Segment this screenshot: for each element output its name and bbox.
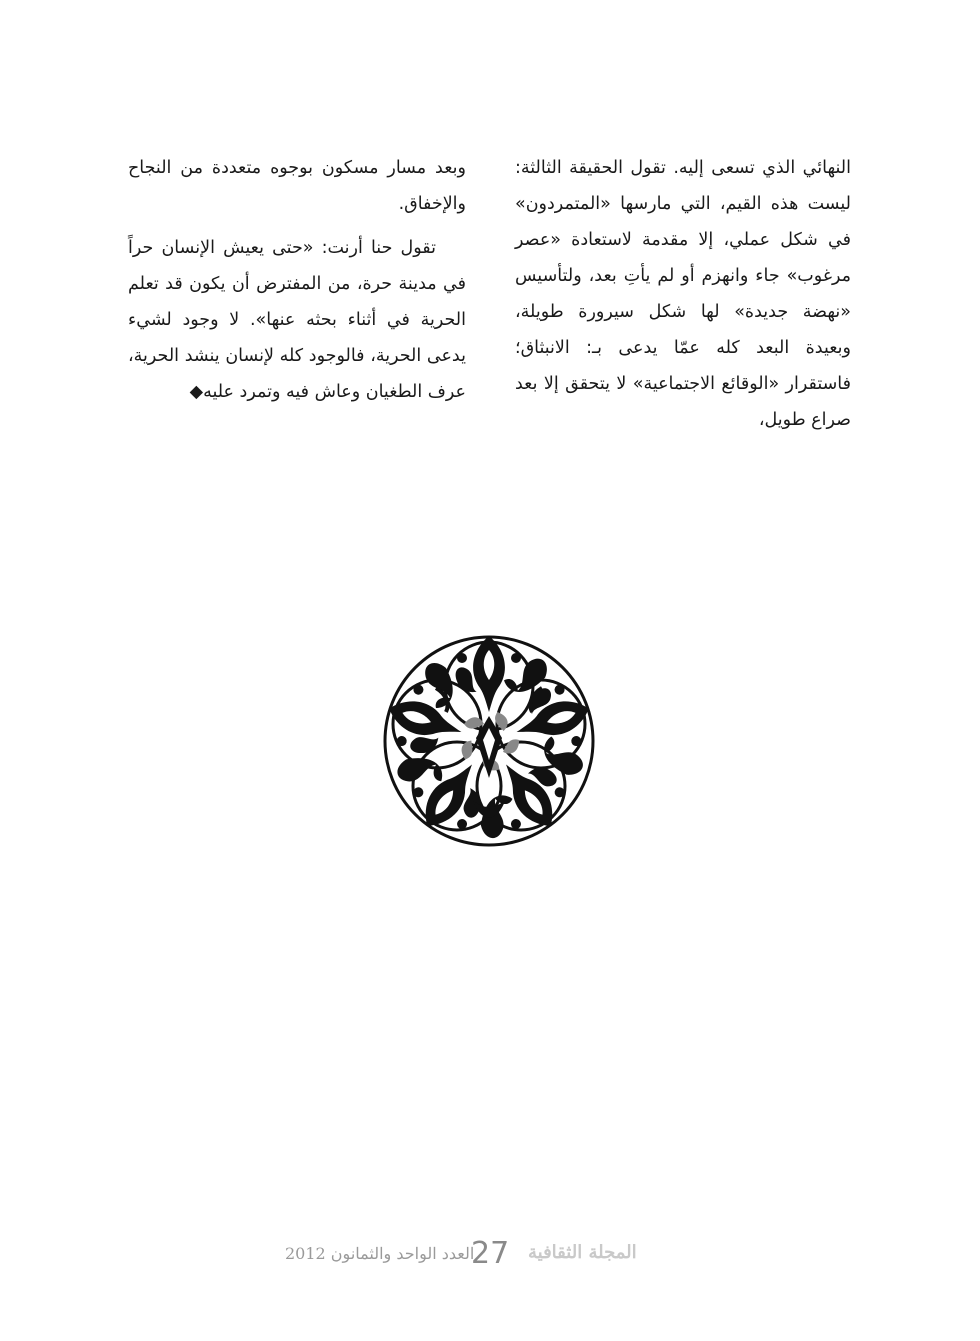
page-number: 27 [471,1236,510,1271]
issue-label: العدد الواحد والثمانون 2012 [285,1244,475,1263]
magazine-name: المجلة الثقافية [528,1242,637,1263]
article-column-right [515,150,851,438]
arabesque-ornament-icon [376,628,602,854]
article-column-left [128,150,466,410]
paragraph-text: وبعد مسار مسكون بوجوه متعددة من النجاح والإخفاق. [128,158,466,214]
paragraph-text: النهائي الذي تسعى إليه. تقول الحقيقة الثالثة: ليست هذه القيم، التي مارسها «المتمردون» في شكل عملي، إلا مقدمة لاستعادة «عصر مرغوب» جاء وانهزم أو لم يأتِ بعد، ولتأسيس «نهضة جديدة» لها شكل سيرورة طويلة، وبعيدة البعد كله عمّا يدعى بـ: الانبثاق؛ فاستقرار «الوقائع الاجتماعية» لا يتحقق إلا بعد صراع طويل، [515,158,851,430]
page-footer [0,1236,980,1276]
paragraph-text: تقول حنا أرنت: «حتى يعيش الإنسان حراً في مدينة حرة، من المفترض أن يكون قد تعلم الحرية في أثناء بحثه عنها». لا وجود لشيء يدعى الحرية، فالوجود كله لإنسان ينشد الحرية، عرف الطغيان وعاش فيه وتمرد عليه◆ [128,238,466,402]
